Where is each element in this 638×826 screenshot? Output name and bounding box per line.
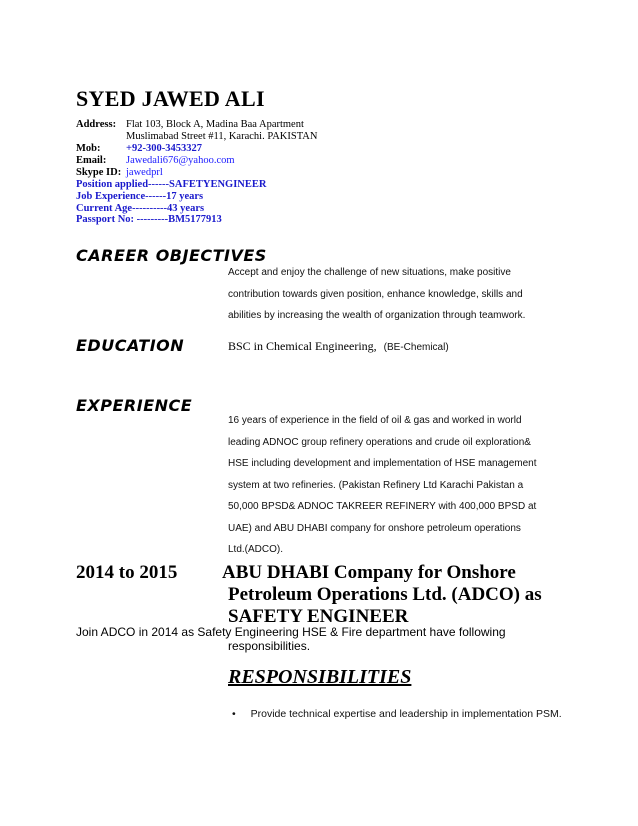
responsibility-item bbox=[232, 708, 562, 720]
education-heading: EDUCATION bbox=[76, 336, 185, 355]
email-link[interactable]: Jawedali676@yahoo.com bbox=[126, 155, 235, 166]
experience-line: 50,000 BPSD& ADNOC TAKREER REFINERY with 400,000 BPSD at bbox=[228, 501, 537, 512]
current-age: Current Age----------43 years bbox=[76, 203, 205, 214]
job-period: 2014 to 2015 bbox=[76, 562, 178, 583]
candidate-name: SYED JAWED ALI bbox=[76, 86, 265, 111]
bullet: • bbox=[232, 708, 236, 720]
experience-text bbox=[228, 410, 537, 561]
skype-value: jawedprl bbox=[126, 167, 163, 178]
experience-line: HSE including development and implementation of HSE management bbox=[228, 458, 537, 469]
mob-value: +92-300-3453327 bbox=[126, 143, 202, 154]
job-join-line: Join ADCO in 2014 as Safety Engineering HSE & Fire department have following bbox=[76, 625, 506, 639]
experience-heading: EXPERIENCE bbox=[76, 396, 193, 415]
job-title-line: SAFETY ENGINEER bbox=[228, 606, 409, 627]
responsibility-text: Provide technical expertise and leadership in implementation PSM. bbox=[250, 708, 562, 720]
experience-line: UAE) and ABU DHABI company for onshore petroleum operations bbox=[228, 522, 521, 534]
experience-line: leading ADNOC group refinery operations and crude oil exploration& bbox=[228, 436, 531, 448]
experience-line: Ltd.(ADCO). bbox=[228, 544, 284, 555]
address-label: Address: bbox=[76, 119, 117, 130]
career-line: abilities by increasing the wealth of organization through teamwork. bbox=[228, 310, 526, 321]
job-join-line-2: responsibilities. bbox=[228, 639, 311, 653]
responsibilities-heading: RESPONSIBILITIES bbox=[228, 666, 412, 688]
position-applied: Position applied------SAFETYENGINEER bbox=[76, 179, 267, 190]
experience-line: 16 years of experience in the field of oil & gas and worked in world bbox=[228, 415, 522, 426]
experience-line: system at two refineries. (Pakistan Refinery Ltd Karachi Pakistan a bbox=[228, 479, 524, 491]
address-line-2: Muslimabad Street #11, Karachi. PAKISTAN bbox=[126, 131, 318, 142]
education-degree bbox=[228, 339, 449, 354]
skype-label: Skype ID: bbox=[76, 167, 122, 178]
job-title-line: ABU DHABI Company for Onshore bbox=[222, 562, 516, 583]
job-title bbox=[222, 562, 542, 628]
career-objectives-text bbox=[228, 262, 525, 327]
degree-note: (BE-Chemical) bbox=[383, 342, 449, 353]
job-title-line: Petroleum Operations Ltd. (ADCO) as bbox=[228, 584, 542, 605]
degree-name: BSC in Chemical Engineering, bbox=[228, 339, 377, 353]
job-experience: Job Experience------17 years bbox=[76, 191, 204, 202]
email-label: Email: bbox=[76, 155, 107, 166]
address-line-1: Flat 103, Block A, Madina Baa Apartment bbox=[126, 119, 304, 130]
mob-label: Mob: bbox=[76, 143, 101, 154]
passport-number: Passport No: ---------BM5177913 bbox=[76, 214, 222, 225]
career-line: contribution towards given position, enhance knowledge, skills and bbox=[228, 288, 523, 300]
career-objectives-heading: CAREER OBJECTIVES bbox=[76, 246, 267, 265]
career-line: Accept and enjoy the challenge of new situations, make positive bbox=[228, 267, 511, 278]
